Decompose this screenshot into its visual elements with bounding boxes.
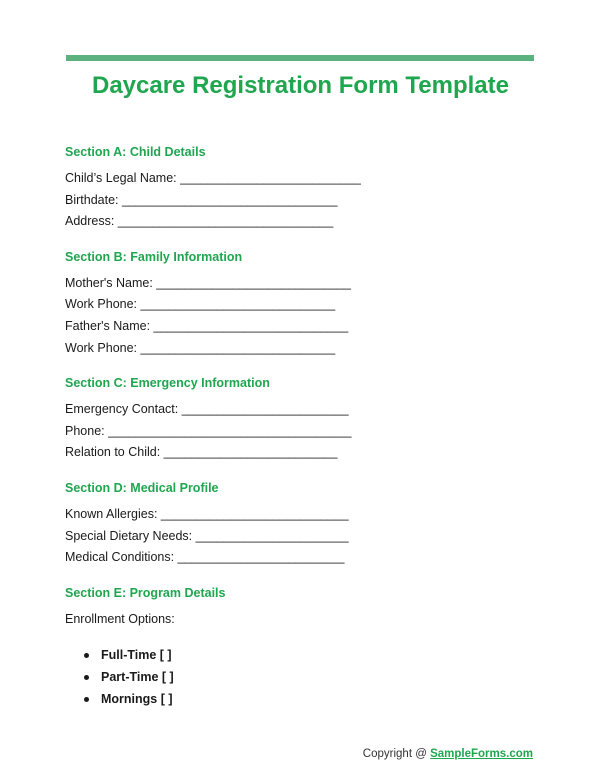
bullet-icon bbox=[84, 675, 89, 680]
field-known-allergies[interactable]: Known Allergies: ___________________________ bbox=[65, 506, 349, 521]
form-body bbox=[65, 142, 545, 710]
footer-copyright bbox=[363, 748, 533, 760]
option-full-time[interactable] bbox=[65, 645, 545, 667]
field-address[interactable]: Address: _______________________________ bbox=[65, 214, 334, 229]
section-c-heading: Section C: Emergency Information bbox=[65, 376, 270, 391]
bullet-icon bbox=[84, 653, 89, 658]
footer-prefix: Copyright @ bbox=[362, 748, 431, 760]
field-relation-to-child[interactable]: Relation to Child: _________________________ bbox=[65, 445, 338, 460]
top-accent-bar bbox=[66, 55, 534, 61]
option-part-time[interactable] bbox=[65, 667, 545, 689]
section-e-heading: Section E: Program Details bbox=[65, 585, 226, 600]
bullet-icon bbox=[84, 697, 89, 702]
field-child-legal-name[interactable]: Child’s Legal Name: __________________________ bbox=[65, 171, 361, 185]
field-medical-conditions[interactable]: Medical Conditions: ________________________ bbox=[65, 550, 345, 565]
field-father-name[interactable]: Father's Name: ____________________________ bbox=[65, 318, 349, 333]
section-d-heading: Section D: Medical Profile bbox=[65, 480, 219, 495]
field-birthdate[interactable]: Birthdate: _______________________________ bbox=[65, 192, 338, 207]
field-special-dietary-needs[interactable]: Special Dietary Needs: ______________________ bbox=[65, 528, 349, 543]
footer-brand-link[interactable]: SampleForms.com bbox=[430, 748, 533, 760]
field-mother-name[interactable]: Mother's Name: ____________________________ bbox=[65, 275, 351, 290]
field-mother-work-phone[interactable]: Work Phone: ____________________________ bbox=[65, 297, 336, 312]
field-emergency-phone[interactable]: Phone: ___________________________________ bbox=[65, 423, 352, 438]
option-label: Part-Time [ ] bbox=[101, 669, 174, 684]
option-label: Mornings [ ] bbox=[101, 691, 173, 706]
field-father-work-phone[interactable]: Work Phone: ____________________________ bbox=[65, 340, 336, 355]
option-label: Full-Time [ ] bbox=[101, 648, 172, 663]
option-mornings[interactable] bbox=[65, 689, 545, 711]
page-title: Daycare Registration Form Template bbox=[91, 72, 509, 99]
field-emergency-contact[interactable]: Emergency Contact: ________________________ bbox=[65, 402, 349, 417]
enrollment-options-list bbox=[65, 645, 545, 710]
section-b-heading: Section B: Family Information bbox=[65, 249, 243, 264]
enrollment-options-label: Enrollment Options: bbox=[65, 611, 175, 626]
section-a-heading: Section A: Child Details bbox=[65, 145, 206, 159]
